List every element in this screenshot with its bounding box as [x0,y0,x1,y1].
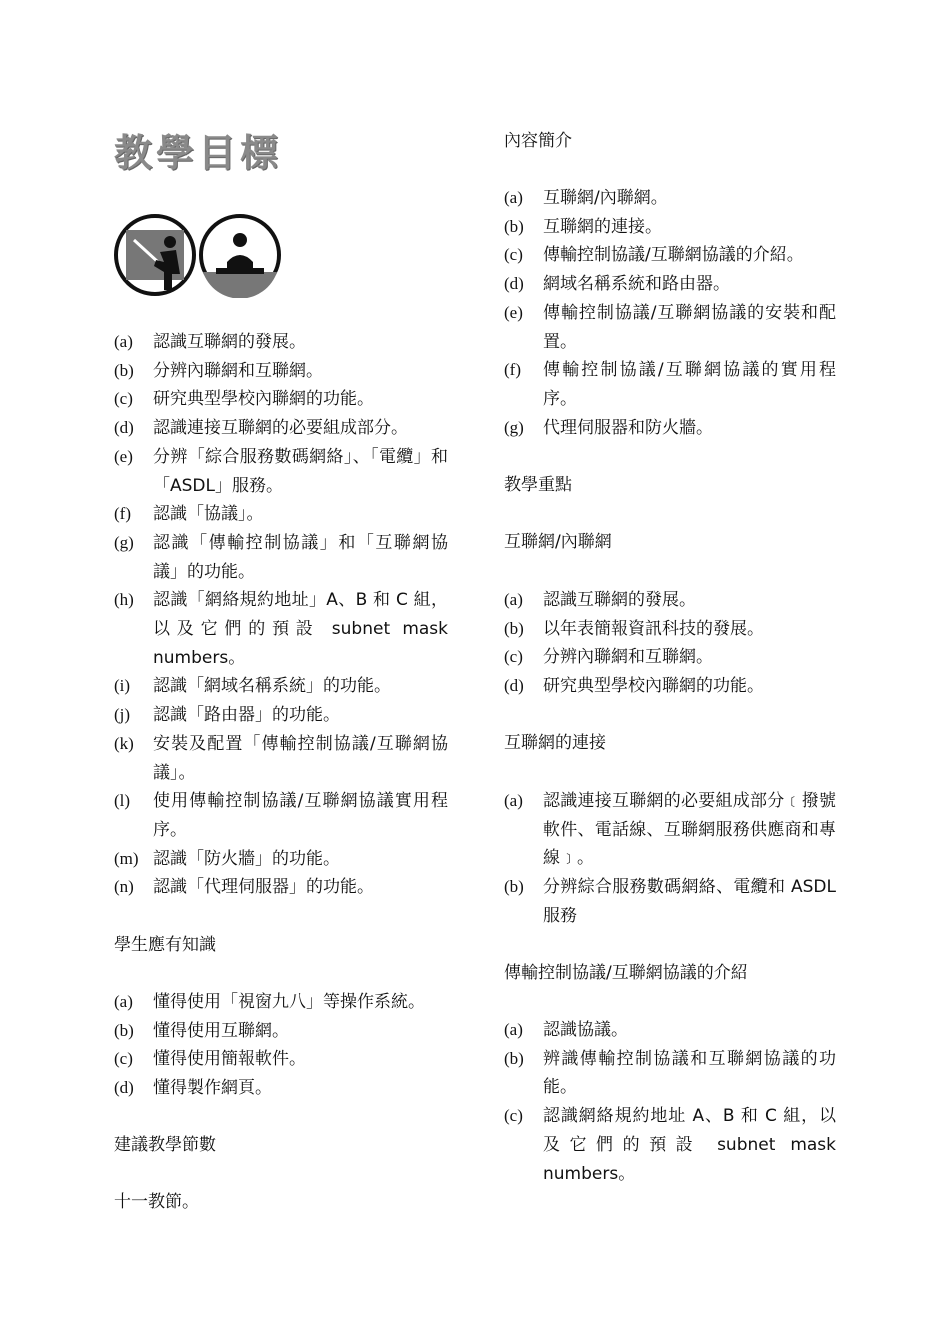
prereq-list [114,988,454,1103]
list-item: (g) 認識「傳輸控制協議」和「互聯網協議」的功能。 [114,532,448,582]
list-item: (f) 認識「協議」。 [114,504,264,525]
list-item: (e) 分辨「綜合服務數碼網絡」、「電纜」和「ASDL」服務。 [114,446,448,496]
section-list [504,787,836,931]
list-item: (b) 互聯網的連接。 [504,216,662,237]
list-item: (n) 認識「代理伺服器」的功能。 [114,877,374,898]
list-item: (c) 研究典型學校內聯網的功能。 [114,389,374,410]
list-item: (b) 以年表簡報資訊科技的發展。 [504,618,764,639]
list-item: (d) 認識連接互聯網的必要組成部分。 [114,418,408,439]
prereq-heading: 學生應有知識 [114,935,216,955]
section-list [504,586,836,701]
lessons-heading: 建議教學節數 [114,1135,216,1155]
list-item: (b) 分辨綜合服務數碼網絡、電纜和 ASDL 服務 [504,877,836,926]
list-item: (h) 認識「網絡規約地址」A、B 和 C 組，以及它們的預設 subnet mask numbers。 [114,590,448,668]
list-item: (d) 懂得製作網頁。 [114,1078,272,1099]
list-item: (m) 認識「防火牆」的功能。 [114,848,340,869]
section-heading: 互聯網的連接 [504,733,606,753]
list-item: (c) 分辨內聯網和互聯網。 [504,647,713,668]
list-item: (j) 認識「路由器」的功能。 [114,705,340,726]
page-title: 教學目標 [114,131,283,175]
list-item: (f) 傳輸控制協議/互聯網協議的實用程序。 [504,360,836,409]
list-item: (a) 認識連接互聯網的必要組成部分﹝撥號軟件、電話線、互聯網服務供應商和專線﹞。 [504,791,836,869]
list-item: (a) 認識互聯網的發展。 [114,332,306,352]
list-item: (l) 使用傳輸控制協議/互聯網協議實用程序。 [114,791,448,840]
list-item: (c) 認識網絡規約地址 A、B 和 C 組，以及它們的預設 subnet mask numbers。 [504,1106,836,1184]
list-item: (a) 認識協議。 [504,1020,628,1040]
student-at-desk-icon [201,216,279,298]
section-heading: 互聯網/內聯網 [504,532,612,552]
list-item: (d) 網域名稱系統和路由器。 [504,274,730,295]
list-item: (g) 代理伺服器和防火牆。 [504,417,713,438]
section-heading: 傳輸控制協議/互聯網協議的介紹 [504,963,748,983]
list-item: (a) 懂得使用「視窗九八」等操作系統。 [114,992,425,1012]
list-item: (c) 懂得使用簡報軟件。 [114,1049,306,1070]
list-item: (a) 互聯網/內聯網。 [504,188,668,208]
teaching-icons [114,212,284,298]
section-list [504,1016,836,1188]
list-item: (b) 辨識傳輸控制協議和互聯網協議的功能。 [504,1048,836,1098]
list-item: (a) 認識互聯網的發展。 [504,590,696,610]
list-item: (d) 研究典型學校內聯網的功能。 [504,676,764,697]
summary-list [504,184,836,442]
focus-heading: 教學重點 [504,475,572,495]
list-item: (e) 傳輸控制協議/互聯網協議的安裝和配置。 [504,302,836,352]
list-item: (b) 分辨內聯網和互聯網。 [114,360,323,381]
list-item: (i) 認識「網域名稱系統」的功能。 [114,676,391,697]
list-item: (k) 安裝及配置「傳輸控制協議/互聯網協議」。 [114,733,448,783]
objectives-list [114,328,448,902]
list-item: (b) 懂得使用互聯網。 [114,1020,289,1041]
list-item: (c) 傳輸控制協議/互聯網協議的介紹。 [504,245,804,266]
summary-heading: 內容簡介 [504,131,572,151]
lessons-value: 十一教節。 [114,1192,199,1212]
teacher-pointing-icon [116,216,194,294]
